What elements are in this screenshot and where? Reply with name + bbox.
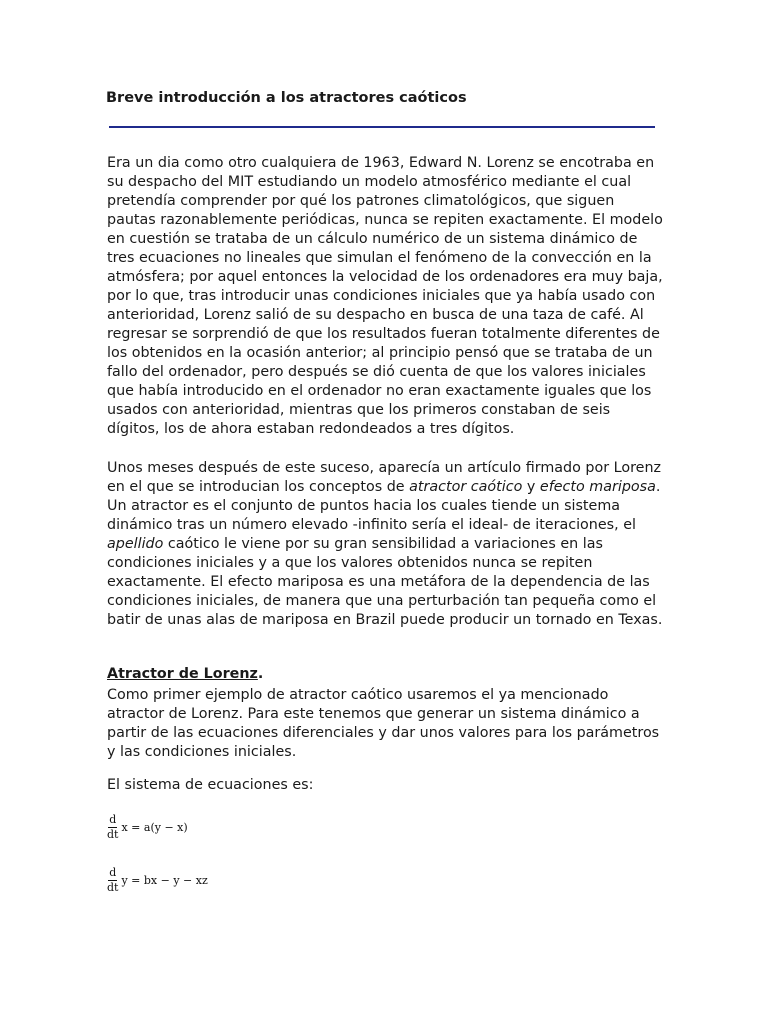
concepts-text-4: caótico le viene por su gran sensibilidad a variaciones en las condiciones iniciales y a que los valores obtenidos nunca se repiten exactamente. El efecto mariposa es una metáfora de la dependencia de las condiciones iniciales, de manera que una perturbación tan pequeña como el batir de unas alas de mariposa en Brazil puede producir un tornado en Texas.: [107, 536, 663, 628]
concepts-text-2: y: [522, 479, 540, 495]
section-heading-dot: .: [257, 666, 264, 682]
term-efecto-mariposa: efecto mariposa: [539, 479, 656, 495]
fraction-denominator: dt: [107, 881, 119, 894]
derivative-fraction: [107, 814, 118, 841]
derivative-fraction: [107, 867, 118, 894]
title-divider: [109, 126, 655, 128]
fraction-numerator: d: [109, 813, 117, 826]
equation-rhs: y = bx − y − xz: [121, 873, 208, 887]
equation-dx: [107, 814, 188, 841]
equations-intro: El sistema de ecuaciones es:: [107, 777, 314, 793]
equation-rhs: x = a(y − x): [121, 820, 188, 834]
lorenz-paragraph: Como primer ejemplo de atractor caótico usaremos el ya mencionado atractor de Lorenz. Para este tenemos que generar un sistema dinámico a partir de las ecuaciones diferenciales y dar unos valores para los parámetros y las condiciones iniciales.: [107, 687, 660, 760]
concepts-paragraph: [107, 459, 667, 630]
term-atractor-caotico: atractor caótico: [409, 479, 523, 495]
section-heading: [107, 666, 263, 682]
document-title: Breve introducción a los atractores caóticos: [106, 90, 467, 106]
intro-paragraph: Era un dia como otro cualquiera de 1963, Edward N. Lorenz se encotraba en su despacho del MIT estudiando un modelo atmosférico mediante el cual pretendía comprender por qué los patrones climatológicos, que siguen pautas razonablemente periódicas, nunca se repiten exactamente. El modelo en cuestión se trataba de un cálculo numérico de un sistema dinámico de tres ecuaciones no lineales que simulan el fenómeno de la convección en la atmósfera; por aquel entonces la velocidad de los ordenadores era muy baja, por lo que, tras introducir unas condiciones iniciales que ya había usado con anterioridad, Lorenz salió de su despacho en busca de una taza de café. Al regresar se sorprendió de que los resultados fueran totalmente diferentes de los obtenidos en la ocasión anterior; al principio pensó que se trataba de un fallo del ordenador, pero después se dió cuenta de que los valores iniciales que había introducido en el ordenador no eran exactamente iguales que los usados con anterioridad, mientras que los primeros constaban de seis dígitos, los de ahora estaban redondeados a tres dígitos.: [107, 155, 663, 437]
fraction-denominator: dt: [107, 828, 119, 841]
equation-dy: [107, 867, 208, 894]
term-apellido: apellido: [107, 536, 164, 552]
fraction-numerator: d: [109, 866, 117, 879]
concepts-text-3: . Un atractor es el conjunto de puntos hacia los cuales tiende un sistema dinámico tras un número elevado -infinito sería el ideal- de iteraciones, el: [107, 479, 661, 533]
section-heading-text: Atractor de Lorenz: [107, 666, 258, 682]
concepts-text-1: Unos meses después de este suceso, aparecía un artículo firmado por Lorenz en el que se introducian los conceptos de: [107, 460, 662, 495]
